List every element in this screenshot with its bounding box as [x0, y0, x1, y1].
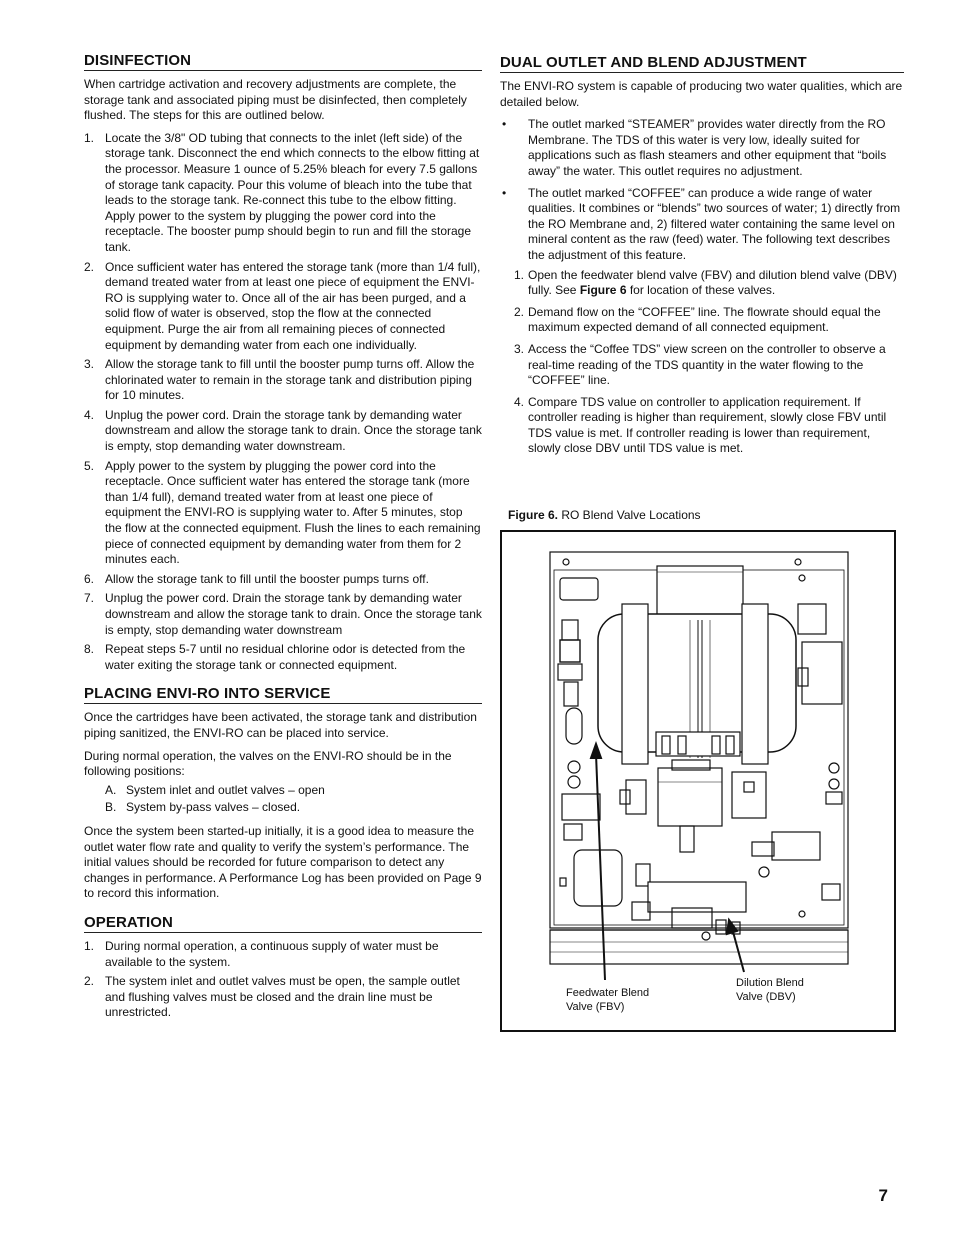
valve-positions [84, 783, 482, 816]
dbv-label-line-2: Valve (DBV) [736, 991, 796, 1003]
list-item: A. System inlet and outlet valves – open [105, 782, 325, 797]
list-item: 2. Once sufficient water has entered the storage tank (more than 1/4 full), demand treated water from at least one piece of equipment the ENVI-RO is supplying water to. Once all of the air has been purged, and a solid flow of water is observed, stop the flow at the connected equipment. Purge the air from all remaining pieces of connected equipment by demanding water from each one individually. [84, 259, 481, 352]
filter-housing [574, 850, 622, 906]
operation-heading: OPERATION [84, 914, 482, 933]
list-item: 3. Allow the storage tank to fill until the booster pump turns off. Allow the chlorinated water to remain in the storage tank and distribution piping for 10 minutes. [84, 357, 475, 403]
right-column [500, 52, 904, 465]
service-section [84, 685, 482, 902]
list-item: 2. Demand flow on the “COFFEE” line. The flowrate should equal the maximum expected demand of all connected equipment. [514, 304, 881, 335]
fbv-arrow [596, 754, 605, 980]
fbv-label-line-1: Feedwater Blend [566, 987, 650, 999]
service-paragraph-3: Once the system been started-up initially, it is a good idea to measure the outlet water flow rate and quality to verify the system’s performance. The initial values should be recorded for future comparison to detect any changes in performance. A Performance Log has been provided on Page 9 to record this information. [84, 823, 482, 901]
service-heading: PLACING ENVI-RO INTO SERVICE [84, 685, 482, 704]
left-column [84, 52, 482, 1029]
list-item: 5. Apply power to the system by plugging the power cord into the receptacle. Once sufficient water has entered the storage tank (more than 1/4 full), demand treated water from at least one piece of equipment the ENVI-RO is supplying water to. After 5 minutes, stop the flow at the connected equipment. Flush the lines to each remaining piece of connected equipment by demanding water from them for 2 minutes each. [84, 458, 481, 567]
page-number: 7 [878, 1186, 888, 1205]
list-item: 4. Compare TDS value on controller to application requirement. If controller reading is higher than requirement, slowly close FBV until TDS value is met. If controller reading is lower than requirement, slowly close DBV until TDS value is met. [514, 394, 887, 456]
list-item: 3. Access the “Coffee TDS” view screen on the controller to observe a real-time reading of the TDS quantity in the water flowing to the “COFFEE” line. [514, 341, 886, 388]
list-item: 8. Repeat steps 5-7 until no residual chlorine odor is detected from the water exiting the storage tank or connected equipment. [84, 642, 466, 672]
manifold [658, 768, 722, 826]
list-item: B. System by-pass valves – closed. [105, 800, 301, 815]
service-paragraph-2: During normal operation, the valves on the ENVI-RO should be in the following positions: [84, 748, 452, 779]
list-item: 1. Open the feedwater blend valve (FBV) and dilution blend valve (DBV) fully. See Figure 6 for location of these valves. [514, 267, 897, 298]
figure-reference: Figure 6 [579, 283, 627, 298]
operation-section [84, 914, 482, 1021]
figure-6 [500, 530, 896, 1032]
pump-motor [772, 832, 820, 860]
cabinet-base [550, 930, 848, 964]
blend-steps [514, 267, 904, 458]
list-item: 4. Unplug the power cord. Drain the storage tank by demanding water downstream and allow the storage tank to drain. Once the storage tank is empty, stop demanding water downstream. [84, 407, 482, 454]
dual-outlet-intro: The ENVI-RO system is capable of producing two water qualities, which are detailed below. [500, 79, 903, 109]
list-item: • The outlet marked “COFFEE” can produce a wide range of water qualities. It combines or “blends” two sources of water; 1) directly from the RO Membrane and, 2) filtered water containing the same level on mineral content as the raw (feed) water. The following text describes the adjustment of this feature. 1. Open the feedwater blend valve (FBV) and dilution blend valve (DBV) fully. See Figure 6 for location of these valves. 2. Demand flow on the “COFFEE” line. The flowrate should equal the maximum expected demand of all connected equipment. 3. Access the “Coffee TDS” view screen on the controller to observe a real-time reading of the TDS quantity in the water flowing to the “COFFEE” line. 4. Compare TDS value on controller to application requirement. If controller reading is higher than requirement, slowly close FBV until TDS value is met. If controller reading is lower than requirement, slowly close DBV until TDS value is met. [500, 186, 904, 458]
dbv-label-line-1: Dilution Blend [736, 977, 804, 989]
ro-system-drawing [502, 532, 894, 1030]
list-item: • The outlet marked “STEAMER” provides water directly from the RO Membrane. The TDS of this water is very low, ideally suited for applications such as flash steamers and other equipment that “boils away” the water. This outlet requires no adjustment. [502, 117, 887, 178]
list-item: 7. Unplug the power cord. Drain the storage tank by demanding water downstream and allow the storage tank to drain. Once the storage tank is empty, stop demanding water downstream [84, 591, 482, 637]
list-item: 2. The system inlet and outlet valves must be open, the sample outlet and flushing valves must be closed and the drain line must be unrestricted. [84, 974, 460, 1020]
figure-caption: Figure 6. RO Blend Valve Locations [508, 508, 701, 522]
operation-steps [84, 939, 482, 1021]
list-item: 1. During normal operation, a continuous supply of water must be available to the system. [84, 938, 439, 969]
disinfection-steps [84, 131, 482, 674]
disinfection-intro: When cartridge activation and recovery adjustments are complete, the storage tank and associated piping must be disinfected, then completely flushed. The steps for this are outlined below. [84, 77, 467, 123]
dual-outlet-heading: DUAL OUTLET AND BLEND ADJUSTMENT [500, 54, 904, 73]
disinfection-heading: DISINFECTION [84, 52, 482, 71]
list-item: 1. Locate the 3/8" OD tubing that connects to the inlet (left side) of the storage tank. Disconnect the end which connects to the elbow fitting at the processor. Measure 1 ounce of 5.25% bleach for every 7.5 gallons of storage tank capacity. Pour this volume of bleach into the tube that leads to the storage tank. Re-connect this tube to the elbow fitting. Apply power to the system by plugging the power cord into the receptacle. The booster pump should begin to run and fill the storage tank. [84, 130, 480, 254]
fbv-label-line-2: Valve (FBV) [566, 1001, 625, 1013]
outlet-list [500, 117, 904, 457]
service-paragraph-1: Once the cartridges have been activated, the storage tank and distribution piping sanitized, the ENVI-RO can be placed into service. [84, 710, 477, 740]
list-item: 6. Allow the storage tank to fill until the booster pumps turns off. [84, 571, 429, 586]
